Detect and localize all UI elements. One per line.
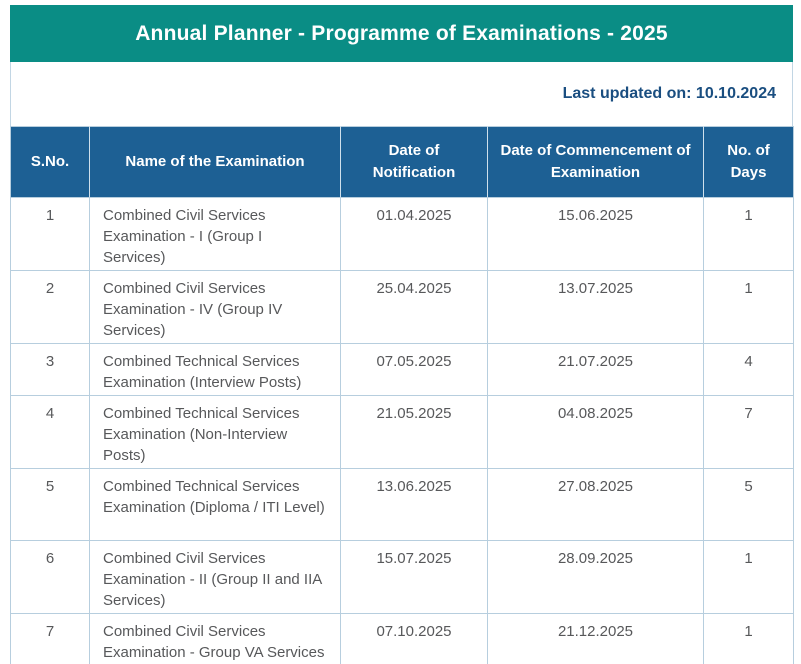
cell-commencement: 04.08.2025: [488, 396, 704, 469]
cell-name: Combined Civil Services Examination - I (Group I Services): [90, 198, 341, 271]
cell-days: 4: [704, 344, 794, 396]
cell-sno: 5: [11, 469, 90, 541]
cell-sno: 4: [11, 396, 90, 469]
table-row: [11, 198, 794, 271]
cell-sno: 3: [11, 344, 90, 396]
cell-name: Combined Technical Services Examination (Interview Posts): [90, 344, 341, 396]
table-row: [11, 469, 794, 541]
cell-commencement: 21.07.2025: [488, 344, 704, 396]
col-header-sno: S.No.: [11, 127, 90, 198]
cell-notification: 21.05.2025: [341, 396, 488, 469]
cell-name: Combined Technical Services Examination (Diploma / ITI Level): [90, 469, 341, 541]
cell-days: 1: [704, 614, 794, 664]
cell-notification: 01.04.2025: [341, 198, 488, 271]
col-header-name: Name of the Examination: [90, 127, 341, 198]
cell-name: Combined Civil Services Examination - II (Group II and IIA Services): [90, 541, 341, 614]
table-row: [11, 344, 794, 396]
table-row: [11, 541, 794, 614]
cell-notification: 07.10.2025: [341, 614, 488, 664]
cell-commencement: 27.08.2025: [488, 469, 704, 541]
cell-commencement: 13.07.2025: [488, 271, 704, 344]
cell-notification: 13.06.2025: [341, 469, 488, 541]
table-row: [11, 271, 794, 344]
cell-sno: 2: [11, 271, 90, 344]
cell-commencement: 28.09.2025: [488, 541, 704, 614]
table-row: [11, 396, 794, 469]
cell-days: 7: [704, 396, 794, 469]
cell-days: 5: [704, 469, 794, 541]
cell-name: Combined Civil Services Examination - Group VA Services: [90, 614, 341, 664]
cell-sno: 1: [11, 198, 90, 271]
cell-notification: 07.05.2025: [341, 344, 488, 396]
cell-sno: 6: [11, 541, 90, 614]
content-container: [10, 5, 793, 664]
cell-days: 1: [704, 271, 794, 344]
col-header-commencement: Date of Commencement of Examination: [488, 127, 704, 198]
col-header-notification: Date of Notification: [341, 127, 488, 198]
cell-sno: 7: [11, 614, 90, 664]
col-header-days: No. of Days: [704, 127, 794, 198]
table-row: [11, 614, 794, 664]
cell-commencement: 15.06.2025: [488, 198, 704, 271]
title-banner: [10, 5, 793, 62]
cell-name: Combined Civil Services Examination - IV (Group IV Services): [90, 271, 341, 344]
cell-commencement: 21.12.2025: [488, 614, 704, 664]
cell-days: 1: [704, 198, 794, 271]
page-title: Annual Planner - Programme of Examinations - 2025: [135, 21, 668, 45]
cell-days: 1: [704, 541, 794, 614]
cell-notification: 15.07.2025: [341, 541, 488, 614]
last-updated-text: Last updated on: 10.10.2024: [562, 85, 776, 102]
table-header-row: [11, 127, 794, 198]
exam-schedule-table: [10, 126, 794, 664]
cell-name: Combined Technical Services Examination (Non-Interview Posts): [90, 396, 341, 469]
last-updated-strip: [10, 62, 793, 126]
cell-notification: 25.04.2025: [341, 271, 488, 344]
